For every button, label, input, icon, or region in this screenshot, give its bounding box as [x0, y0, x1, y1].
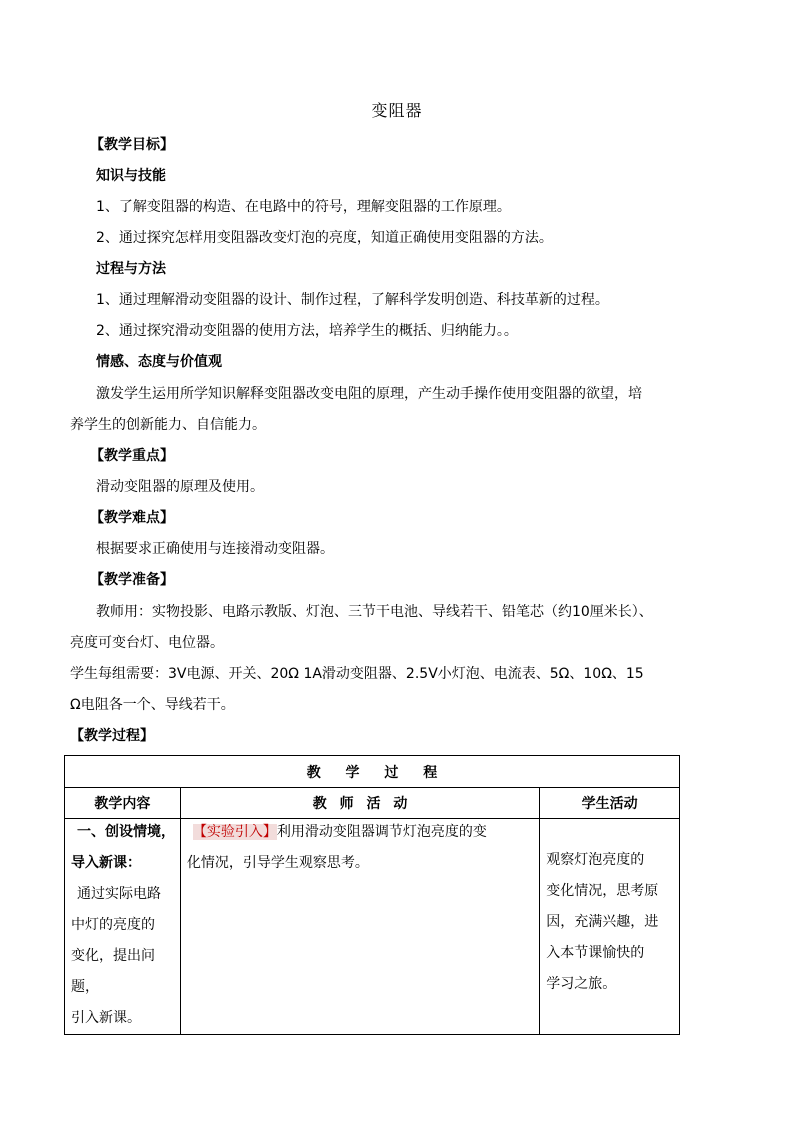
col-header-teacher-text: 教 师 活 动: [312, 796, 408, 812]
difficulty-text: 根据要求正确使用与连接滑动变阻器。: [96, 541, 334, 557]
row1-student-line-2: 变化情况，思考原: [546, 883, 659, 899]
knowledge-heading: 知识与技能: [96, 168, 166, 184]
row1-content-cell: [65, 819, 181, 1035]
row1-content-title-l2: 导入新课：: [71, 855, 141, 871]
col-header-student-text: 学生活动: [581, 796, 638, 812]
teaching-process-heading: 【教学过程】: [70, 728, 154, 744]
emotion-heading: 情感、态度与价值观: [96, 354, 222, 370]
difficulty-heading: 【教学难点】: [90, 510, 174, 526]
row1-teacher-line-1: [187, 817, 539, 848]
row1-teacher-line-2: 化情况，引导学生观察思考。: [186, 855, 369, 871]
preparation-heading: 【教学准备】: [90, 572, 174, 588]
experiment-intro-tag: 【实验引入】: [192, 824, 277, 840]
col-header-student: [540, 788, 680, 819]
emotion-text-line-1: 激发学生运用所学知识解释变阻器改变电阻的原理，产生动手操作使用变阻器的欲望，培: [96, 386, 642, 402]
row1-student-line-3: 因，充满兴趣，进: [546, 914, 659, 930]
row1-student-line-4: 入本节课愉快的: [546, 945, 645, 961]
knowledge-item-1: 1、了解变阻器的构造、在电路中的符号，理解变阻器的工作原理。: [96, 199, 511, 215]
row1-content-body-l1: 通过实际电路: [77, 886, 161, 902]
row1-content-body-l3: 变化，提出问题，: [71, 948, 155, 995]
objectives-heading: 【教学目标】: [90, 137, 174, 153]
teaching-process-table: [64, 755, 680, 1035]
row1-content-body-l2: 中灯的亮度的: [71, 917, 155, 933]
knowledge-item-2: 2、通过探究怎样用变阻器改变灯泡的亮度，知道正确使用变阻器的方法。: [96, 230, 553, 246]
key-point-heading: 【教学重点】: [90, 448, 174, 464]
row1-student-cell: [540, 819, 680, 1035]
row1-student-line-5: 学习之旅。: [546, 976, 617, 992]
row1-content-body-l4: 引入新课。: [71, 1010, 141, 1026]
col-header-content-text: 教学内容: [94, 796, 151, 812]
document-title: 变阻器: [371, 101, 423, 120]
process-item-1: 1、通过理解滑动变阻器的设计、制作过程，了解科学发明创造、科技革新的过程。: [96, 292, 609, 308]
student-materials-line-2: Ω电阻各一个、导线若干。: [70, 697, 235, 713]
emotion-text-line-2: 养学生的创新能力、自信能力。: [70, 417, 266, 433]
student-materials-line-1: 学生每组需要：3V电源、开关、20Ω 1A滑动变阻器、2.5V小灯泡、电流表、5Ω、10Ω、15: [70, 666, 644, 682]
col-header-content: [65, 788, 181, 819]
row1-student-line-1: 观察灯泡亮度的: [546, 852, 645, 868]
table-span-header-text: 教 学 过 程: [306, 764, 438, 781]
row1-teacher-text-1: 利用滑动变阻器调节灯泡亮度的变: [276, 824, 487, 840]
teacher-materials-line-1: 教师用：实物投影、电路示教版、灯泡、三节干电池、导线若干、铅笔芯（约10厘米长）、: [96, 604, 653, 620]
process-item-2: 2、通过探究滑动变阻器的使用方法，培养学生的概括、归纳能力。。: [96, 323, 518, 339]
row1-teacher-cell: [180, 819, 539, 1035]
key-point-text: 滑动变阻器的原理及使用。: [96, 479, 264, 495]
table-span-header: [65, 756, 680, 788]
process-method-heading: 过程与方法: [96, 261, 166, 277]
col-header-teacher: [180, 788, 539, 819]
row1-content-title-l1: 一、创设情境，: [77, 824, 175, 840]
table-row: [65, 819, 680, 1035]
teacher-materials-line-2: 亮度可变台灯、电位器。: [70, 635, 224, 651]
